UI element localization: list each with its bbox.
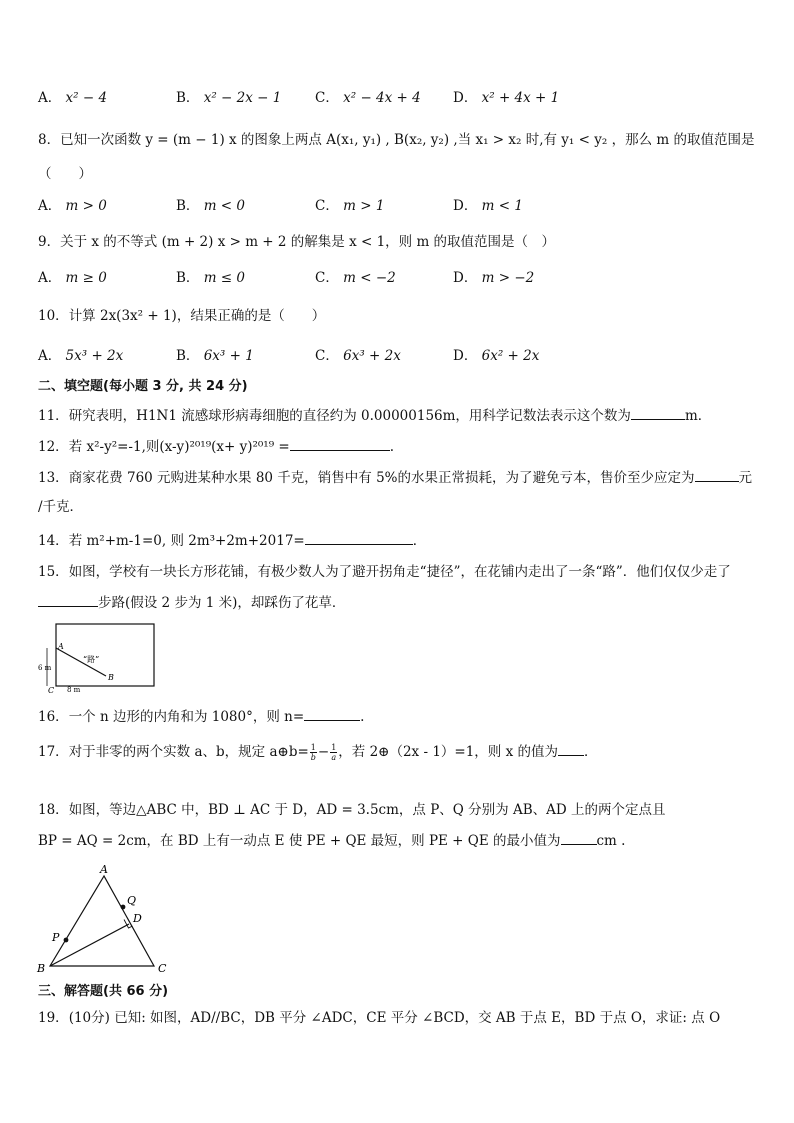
q14: 14．若 m²+m-1=0, 则 2m³+2m+2017= ． bbox=[38, 530, 426, 551]
point-p bbox=[64, 938, 69, 943]
q13-line2: /千克． bbox=[38, 499, 84, 515]
frac-1-over-a: $\frac{1}{a}$ bbox=[331, 743, 337, 762]
q7-option-d: D． x² + 4x + 1 bbox=[453, 90, 560, 106]
q13-blank[interactable] bbox=[695, 467, 739, 482]
flowerbed-rectangle bbox=[56, 624, 154, 686]
q15-line2: 步路(假设 2 步为 1 米)，却踩伤了花草． bbox=[38, 592, 345, 613]
label-a: A bbox=[58, 642, 64, 651]
path-label: “路” bbox=[83, 655, 100, 664]
q16-blank[interactable] bbox=[304, 706, 360, 721]
q16: 16．一个 n 边形的内角和为 1080°，则 n= . bbox=[38, 706, 364, 727]
label-c: C bbox=[158, 962, 167, 975]
q9-option-b: B． m ≤ 0 bbox=[176, 270, 246, 286]
q11: 11．研究表明，H1N1 流感球形病毒细胞的直径约为 0.00000156m，用科学记数法表示这个数为 m． bbox=[38, 405, 711, 426]
label-p: P bbox=[52, 931, 60, 944]
q8-paren: （ ） bbox=[38, 166, 92, 182]
q9-option-a: A． m ≥ 0 bbox=[38, 270, 107, 286]
q12-blank[interactable] bbox=[290, 436, 390, 451]
q15-blank[interactable] bbox=[38, 592, 98, 607]
q18-figure bbox=[34, 860, 174, 976]
q9-stem: 9．关于 x 的不等式 (m + 2) x > m + 2 的解集是 x < 1，则 m 的取值范围是（ ） bbox=[38, 234, 556, 250]
q8-option-c: C． m > 1 bbox=[315, 198, 385, 214]
q7-option-b: B． x² − 2x − 1 bbox=[176, 90, 282, 106]
q7-option-c: C． x² − 4x + 4 bbox=[315, 90, 421, 106]
q17-blank[interactable] bbox=[558, 741, 584, 756]
label-q: Q bbox=[127, 894, 137, 907]
base-length: 8 m bbox=[67, 686, 81, 694]
section-3-heading: 三、解答题(共 66 分) bbox=[38, 984, 169, 999]
side-length: 6 m bbox=[38, 664, 52, 672]
label-c: C bbox=[48, 686, 55, 695]
label-d: D bbox=[133, 912, 142, 925]
label-a: A bbox=[100, 863, 108, 876]
q9-option-d: D． m > −2 bbox=[453, 270, 535, 286]
q19: 19．(10分) 已知: 如图，AD//BC，DB 平分 ∠ADC，CE 平分 ∠BCD，交 AB 于点 E，BD 于点 O，求证: 点 O bbox=[38, 1010, 721, 1026]
segment-bd bbox=[50, 924, 129, 966]
frac-1-over-b: $\frac{1}{b}$ bbox=[310, 743, 316, 762]
q7-option-a: A． x² − 4 bbox=[38, 90, 108, 106]
q8-stem: 8．已知一次函数 y = (m − 1) x 的图象上两点 A(x₁, y₁) , B(x₂, y₂) ,当 x₁ > x₂ 时,有 y₁ < y₂ ，那么 m 的取值范围是 bbox=[38, 132, 755, 148]
q10-option-a: A． 5x³ + 2x bbox=[38, 348, 124, 364]
q11-blank[interactable] bbox=[631, 405, 685, 420]
label-b: B bbox=[37, 962, 46, 975]
q8-option-b: B． m < 0 bbox=[176, 198, 246, 214]
q13: 13．商家花费 760 元购进某种水果 80 千克，销售中有 5%的水果正常损耗，为了避免亏本，售价至少应定为 元 bbox=[38, 467, 752, 488]
q18-blank[interactable] bbox=[561, 830, 597, 845]
q10-option-b: B． 6x³ + 1 bbox=[176, 348, 254, 364]
q8-option-d: D． m < 1 bbox=[453, 198, 523, 214]
q15: 15．如图，学校有一块长方形花铺，有极少数人为了避开拐角走“捷径”，在花铺内走出了一条“路”．他们仅仅少走了 bbox=[38, 564, 731, 580]
q8-option-a: A． m > 0 bbox=[38, 198, 107, 214]
q10-option-d: D． 6x² + 2x bbox=[453, 348, 540, 364]
label-b: B bbox=[108, 673, 114, 682]
q12: 12．若 x²-y²=-1,则(x-y)²⁰¹⁹(x+ y)²⁰¹⁹ = . bbox=[38, 436, 394, 457]
q9-option-c: C． m < −2 bbox=[315, 270, 396, 286]
q15-figure bbox=[38, 620, 158, 695]
q18: 18．如图，等边△ABC 中，BD ⊥ AC 于 D，AD = 3.5cm，点 P、Q 分别为 AB、AD 上的两个定点且 bbox=[38, 802, 666, 818]
q10-stem: 10．计算 2x(3x² + 1)，结果正确的是（ ） bbox=[38, 308, 326, 324]
q10-option-c: C． 6x³ + 2x bbox=[315, 348, 401, 364]
section-2-heading: 二、填空题(每小题 3 分, 共 24 分) bbox=[38, 379, 248, 394]
point-q bbox=[121, 905, 126, 910]
q14-blank[interactable] bbox=[305, 530, 413, 545]
q18-line2: BP = AQ = 2cm，在 BD 上有一动点 E 使 PE + QE 最短，则 PE + QE 的最小值为 cm . bbox=[38, 830, 625, 851]
q17: 17．对于非零的两个实数 a、b，规定 a⊕b= $\frac{1}{b}$ − $\frac{1}{a}$ ，若 2⊕（2x - 1）=1，则 x 的值为 ． bbox=[38, 743, 598, 762]
